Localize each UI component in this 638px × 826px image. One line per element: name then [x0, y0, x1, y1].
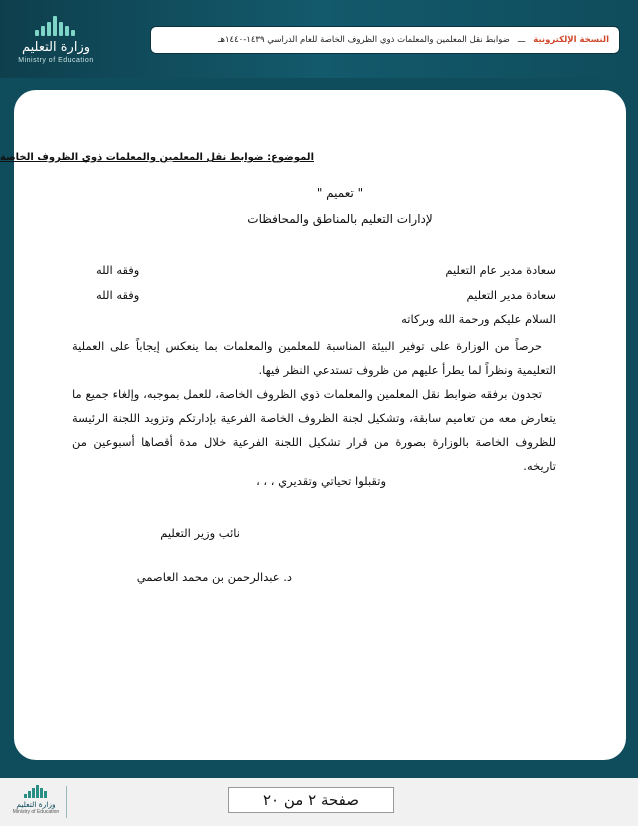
recipient-title: سعادة مدير التعليم	[466, 288, 556, 302]
recipient-blessing: وفقه الله	[96, 263, 140, 277]
closing-line: وتقبلوا تحياتي وتقديري ، ، ،	[256, 474, 386, 488]
paragraph-instructions: تجدون برفقه ضوابط نقل المعلمين والمعلمات ذوي الظروف الخاصة، للعمل بموجبه، وإلغاء جميع ما يتعارض معه من تعاميم سابقة، وتشكيل لجنة الظروف الخاصة الفرعية بإدارتكم وتزويد اللجنة الرئيسة للظروف الخاصة بالوزارة بصورة من قرار تشكيل اللجنة الفرعية خلال مدة أقصاها أسبوعين من تاريخه.	[72, 387, 556, 473]
page-number-indicator: صفحة ٢ من ٢٠	[228, 787, 394, 813]
document-title: ضوابط نقل المعلمين والمعلمات ذوي الظروف الخاصة للعام الدراسي ١٤٣٩-١٤٤٠هـ	[217, 35, 510, 45]
footer-logo-mark-icon	[23, 784, 49, 798]
paragraph-intro: حرصاً من الوزارة على توفير البيئة المناسبة للمعلمين والمعلمات بما ينعكس إيجاباً على العملية التعليمية ونظراً لما يطرأ عليهم من ظروف تستدعي النظر فيها.	[72, 339, 556, 377]
footer-divider	[66, 786, 67, 818]
recipient-title: سعادة مدير عام التعليم	[445, 263, 556, 277]
title-separator: ـــ	[517, 35, 526, 45]
edition-label: النسخة الإلكترونية	[533, 35, 609, 45]
recipient-row	[96, 263, 556, 277]
footer-logo-name-arabic: وزارة التعليم	[16, 800, 56, 809]
ministry-logo-mark-icon	[33, 14, 79, 36]
logo-name-arabic: وزارة التعليم	[21, 40, 91, 55]
circular-heading: " تعميم "	[316, 186, 364, 200]
recipient-blessing: وفقه الله	[96, 288, 140, 302]
document-page	[0, 90, 626, 760]
logo-name-english: Ministry of Education	[18, 57, 94, 64]
header-band	[0, 0, 638, 78]
ministry-logo	[14, 14, 98, 72]
signatory-title: نائب وزير التعليم	[160, 526, 240, 540]
subject-line: الموضوع: ضوابط نقل المعلمين والمعلمات ذوي الظروف الخاصة	[0, 152, 314, 163]
footer-bar	[0, 778, 638, 826]
document-title-bar	[150, 26, 620, 54]
footer-logo-name-english: Ministry of Education	[12, 809, 60, 815]
recipient-row	[96, 288, 556, 302]
letter-body	[0, 90, 626, 760]
greeting: السلام عليكم ورحمة الله وبركاته	[401, 312, 556, 326]
footer-ministry-logo	[10, 782, 62, 822]
signatory-name: د. عبدالرحمن بن محمد العاصمي	[136, 570, 292, 584]
addressee-line: لإدارات التعليم بالمناطق والمحافظات	[247, 212, 433, 226]
